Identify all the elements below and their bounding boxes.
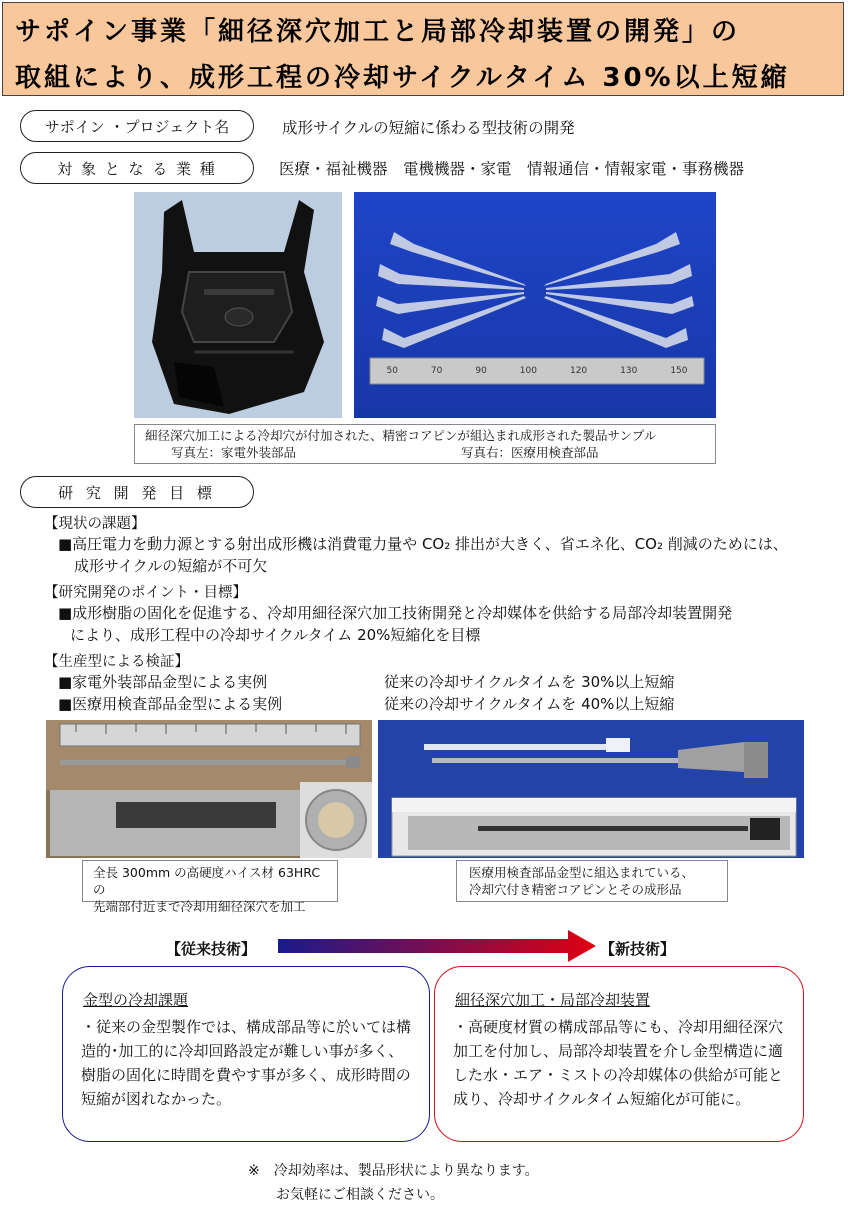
project-label-pill	[20, 110, 254, 142]
ruler-marks	[370, 358, 704, 384]
caption-line: 冷却穴付き精密コアピンとその成形品	[469, 882, 682, 897]
core-pin-image	[46, 720, 372, 858]
new-tech-label: 【新技術】	[600, 940, 676, 958]
medical-part-image	[354, 192, 716, 418]
ruler-mark: 90	[475, 366, 487, 376]
title-line-2: 取組により、成形工程の冷却サイクルタイム 30%以上短縮	[15, 63, 790, 93]
current-issue-heading: 【現状の課題】	[44, 516, 146, 532]
current-issue-line1: ■高圧電力を動力源とする射出成形機は消費電力量や CO₂ 排出が大きく、省エネ化、CO₂ 削減のためには、	[58, 535, 788, 553]
verify-row-result: 従来の冷却サイクルタイムを 40%以上短縮	[384, 695, 675, 713]
caption-line: 医療用検査部品金型に組込まれている、	[469, 865, 695, 880]
caption-line: 先端部付近まで冷却用細径深穴を加工	[93, 899, 306, 914]
verify-row-label: ■家電外装部品金型による実例	[58, 673, 268, 691]
transition-arrow-icon	[276, 928, 600, 964]
old-tech-label: 【従来技術】	[166, 940, 257, 958]
medical-mold-photo	[378, 720, 804, 858]
title-banner	[2, 2, 844, 96]
caption-right: 写真右：医療用検査部品	[461, 445, 599, 460]
ruler-mark: 70	[430, 366, 443, 376]
caption-left: 写真左：家電外装部品	[171, 445, 297, 460]
ruler-mark: 120	[569, 366, 588, 376]
core-pin-photo	[46, 720, 372, 858]
appliance-part-image	[134, 192, 342, 418]
project-label: サポイン ・プロジェクト名	[44, 117, 230, 136]
footer-note-line1: ※ 冷却効率は、製品形状により異なります。	[248, 1163, 539, 1179]
medical-mold-image	[378, 720, 804, 858]
points-line2: により、成形工程中の冷却サイクルタイム 20%短縮化を目標	[70, 626, 481, 644]
medical-mold-caption	[456, 860, 728, 902]
points-heading: 【研究開発のポイント・目標】	[44, 585, 247, 601]
industry-label-pill	[20, 152, 254, 184]
old-card-title: 金型の冷却課題	[83, 991, 189, 1009]
top-photo-caption	[134, 424, 716, 464]
caption-line: 細径深穴加工による冷却穴が付加された、精密コアピンが組込まれ成形された製品サンプル	[145, 428, 657, 443]
industry-label: 対 象 と な る 業 種	[57, 159, 217, 178]
title-line-1: サポイン事業「細径深穴加工と局部冷却装置の開発」の	[15, 17, 741, 47]
goals-label-pill	[20, 476, 254, 508]
new-card-body: ・高硬度材質の構成部品等にも、冷却用細径深穴加工を付加し、局部冷却装置を介し金型構造に適した水・エア・ミストの冷却媒体の供給が可能と成り、冷却サイクルタイム短縮化が可能に。	[453, 1018, 784, 1108]
old-tech-card	[62, 966, 430, 1142]
new-tech-card	[434, 966, 804, 1142]
caption-line: 全長 300mm の高硬度ハイス材 63HRC の	[93, 865, 321, 897]
verify-row-label: ■医療用検査部品金型による実例	[58, 695, 283, 713]
core-pin-caption	[82, 860, 338, 914]
ruler-mark: 100	[519, 366, 537, 376]
old-card-body: ・従来の金型製作では、構成部品等に於いては構造的･加工的に冷却回路設定が難しい事が多く、樹脂の固化に時間を費やす事が多く、成形時間の短縮が図れなかった。	[81, 1018, 412, 1108]
new-card-title: 細径深穴加工・局部冷却装置	[455, 991, 651, 1009]
goals-label: 研 究 開 発 目 標	[58, 483, 216, 502]
current-issue-line2: 成形サイクルの短縮が不可欠	[74, 557, 268, 575]
ruler-mark: 130	[620, 366, 638, 376]
footer-note-line2: お気軽にご相談ください。	[276, 1187, 444, 1203]
industry-value: 医療・福祉機器 電機機器・家電 情報通信・情報家電・事務機器	[279, 160, 745, 178]
ruler-mark: 150	[670, 366, 688, 376]
appliance-part-photo	[134, 192, 342, 418]
medical-part-photo	[354, 192, 716, 418]
ruler-mark: 50	[386, 366, 398, 376]
verify-row-result: 従来の冷却サイクルタイムを 30%以上短縮	[384, 673, 675, 691]
points-line1: ■成形樹脂の固化を促進する、冷却用細径深穴加工技術開発と冷却媒体を供給する局部冷却装置開発	[58, 604, 733, 622]
verify-heading: 【生産型による検証】	[44, 654, 189, 670]
project-value: 成形サイクルの短縮に係わる型技術の開発	[282, 119, 575, 137]
